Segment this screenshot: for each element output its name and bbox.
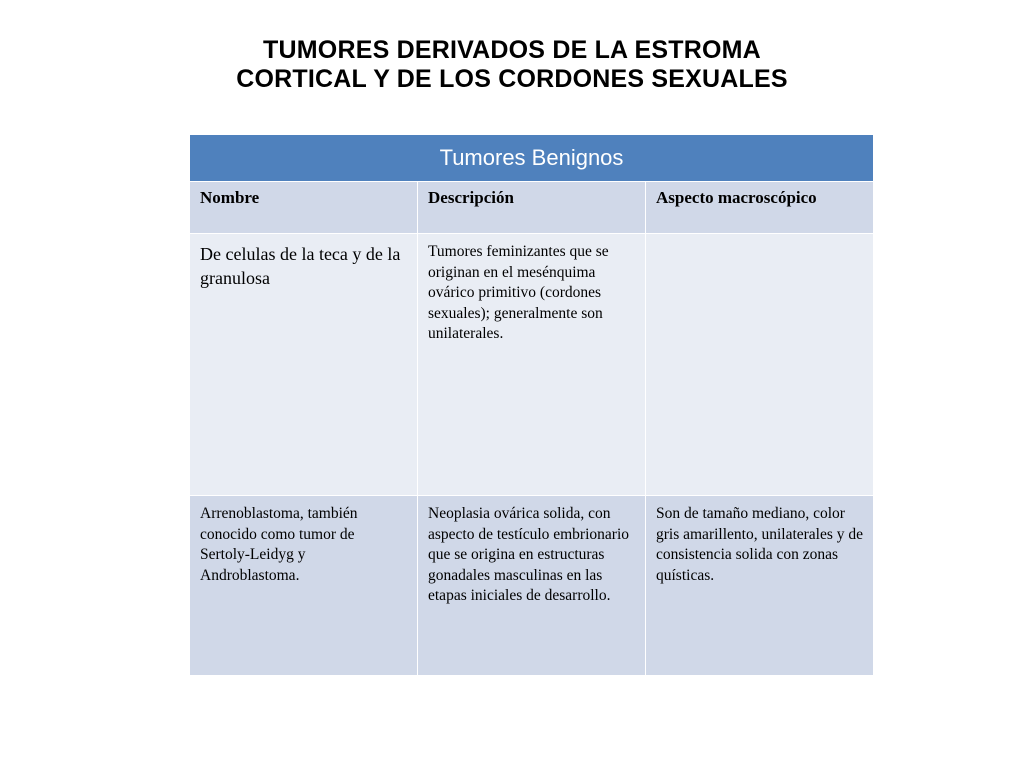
slide-title-line-2: CORTICAL Y DE LOS CORDONES SEXUALES xyxy=(236,65,788,93)
table-row xyxy=(190,496,874,676)
cell-aspecto: Son de tamaño mediano, color gris amarillento, unilaterales y de consistencia solida con zonas quísticas. xyxy=(646,496,874,676)
header-nombre: Nombre xyxy=(190,182,418,234)
cell-aspecto xyxy=(646,234,874,496)
table-row xyxy=(190,234,874,496)
slide-title-line-1: TUMORES DERIVADOS DE LA ESTROMA xyxy=(263,36,761,64)
tumors-table xyxy=(189,134,874,676)
slide-title xyxy=(0,36,1024,94)
header-descripcion: Descripción xyxy=(418,182,646,234)
cell-nombre: Arrenoblastoma, también conocido como tumor de Sertoly-Leidyg y Androblastoma. xyxy=(190,496,418,676)
tumors-table-container xyxy=(189,134,873,676)
header-aspecto: Aspecto macroscópico xyxy=(646,182,874,234)
table-banner: Tumores Benignos xyxy=(190,135,874,182)
table-header-row xyxy=(190,182,874,234)
cell-descripcion: Neoplasia ovárica solida, con aspecto de testículo embrionario que se origina en estructuras gonadales masculinas en las etapas iniciales de desarrollo. xyxy=(418,496,646,676)
cell-descripcion: Tumores feminizantes que se originan en el mesénquima ovárico primitivo (cordones sexuales); generalmente son unilaterales. xyxy=(418,234,646,496)
cell-nombre: De celulas de la teca y de la granulosa xyxy=(190,234,418,496)
